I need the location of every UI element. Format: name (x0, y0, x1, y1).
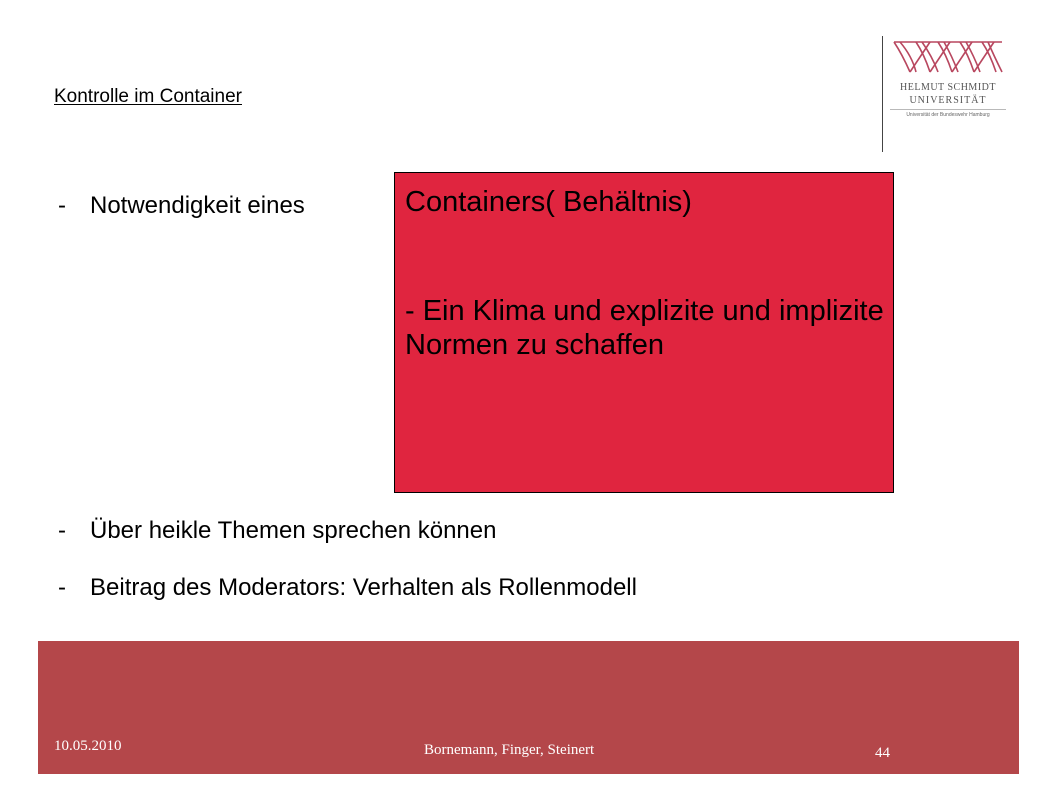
callout-heading: Containers( Behältnis) (405, 186, 692, 218)
bullet-text: Beitrag des Moderators: Verhalten als Rollenmodell (90, 574, 637, 601)
callout-box (394, 172, 894, 493)
logo-text-line1: HELMUT SCHMIDT (900, 82, 996, 93)
slide-title: Kontrolle im Container (54, 86, 242, 107)
logo-separator (890, 109, 1006, 110)
bullet-item (58, 192, 305, 220)
university-logo (882, 36, 1012, 152)
footer-date: 10.05.2010 (54, 738, 122, 754)
bullet-item (58, 517, 496, 545)
logo-text-line2: UNIVERSITÄT (909, 95, 987, 106)
footer-authors: Bornemann, Finger, Steinert (424, 742, 595, 758)
logo-divider (882, 36, 883, 152)
page-number: 44 (875, 745, 890, 761)
bullet-dash: - (58, 192, 66, 219)
bullet-dash: - (58, 517, 66, 544)
bullet-text: Über heikle Themen sprechen können (90, 517, 497, 544)
bullet-item (58, 574, 637, 602)
bullet-text: Notwendigkeit eines (90, 192, 305, 219)
bullet-dash: - (58, 574, 66, 601)
callout-body: - Ein Klima und explizite und implizite Normen zu schaffen (405, 295, 884, 361)
helmut-schmidt-university-logo-icon (890, 38, 1006, 78)
logo-text-line3: Universität der Bundeswehr Hamburg (906, 112, 990, 118)
